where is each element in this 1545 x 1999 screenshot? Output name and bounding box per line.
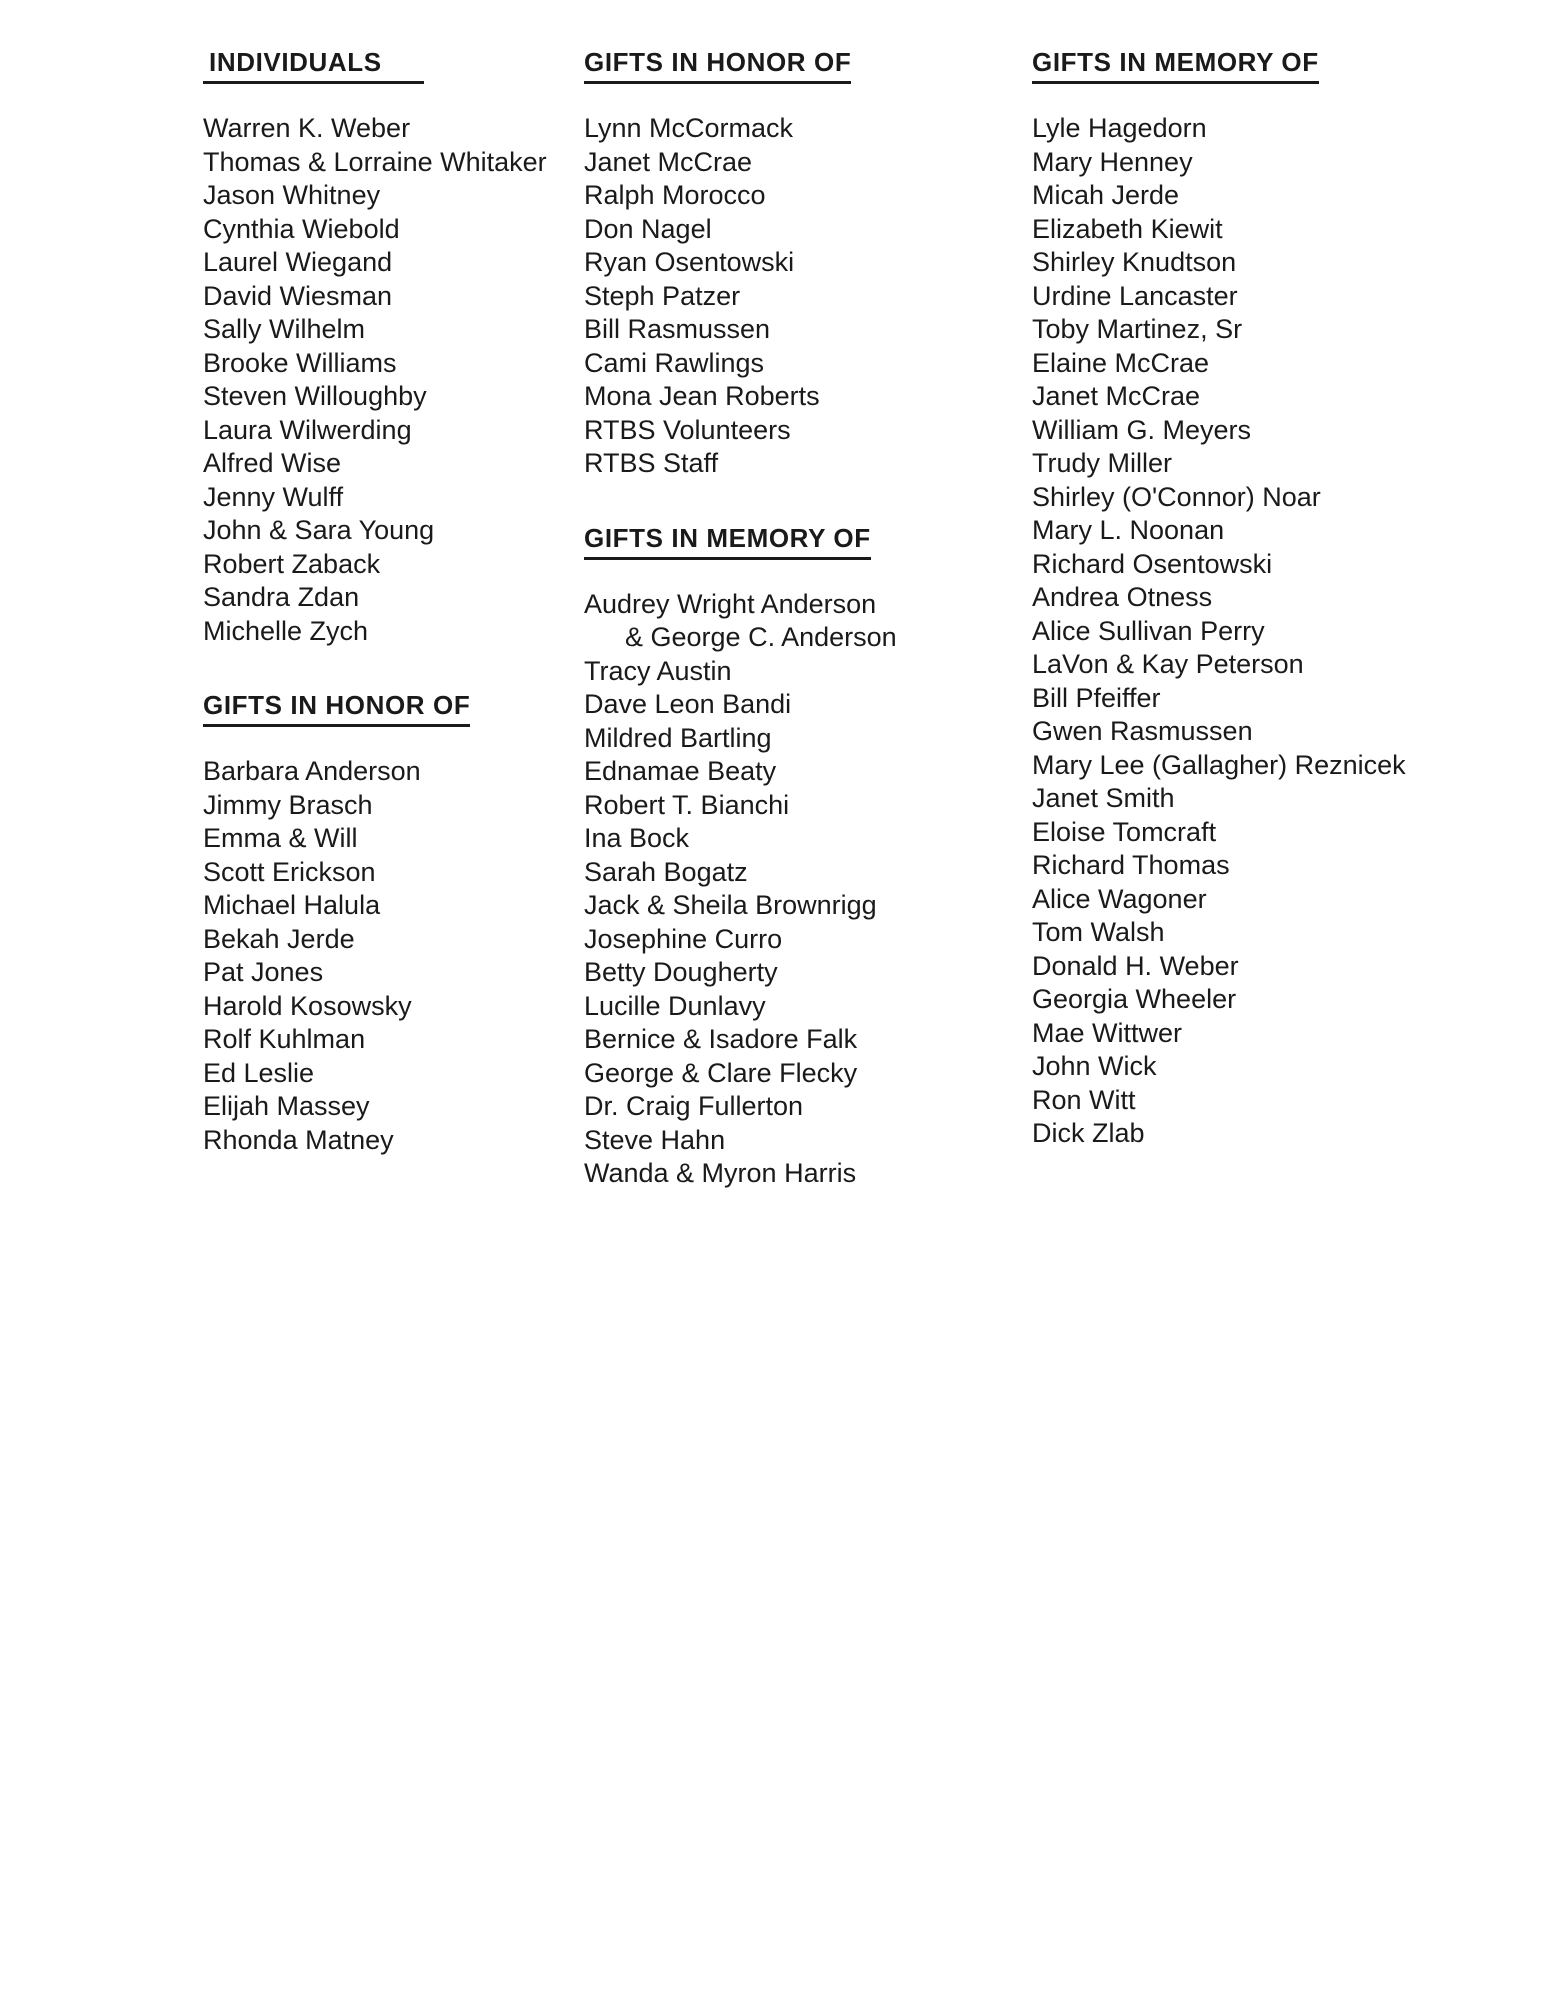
name-list xyxy=(203,755,583,1157)
column-right xyxy=(1032,46,1532,1151)
list-item: Janet McCrae xyxy=(1032,381,1201,411)
list-item: Harold Kosowsky xyxy=(203,990,412,1021)
list-item: Eloise Tomcraft xyxy=(1032,816,1217,847)
list-item: Mae Wittwer xyxy=(1032,1017,1183,1048)
list-item: Michelle Zych xyxy=(203,615,369,646)
list-item: Trudy Miller xyxy=(1032,448,1173,478)
section-gifts-in-honor-of-col1 xyxy=(203,689,583,1157)
list-item: Shirley Knudtson xyxy=(1032,247,1237,277)
list-item: RTBS Volunteers xyxy=(584,414,791,445)
list-item: Warren K. Weber xyxy=(203,113,411,143)
list-item-continuation: & George C. Anderson xyxy=(625,622,897,652)
list-item: Barbara Anderson xyxy=(203,756,421,786)
list-item: Bill Pfeiffer xyxy=(1032,682,1161,713)
list-item: David Wiesman xyxy=(203,280,393,311)
list-item: Lyle Hagedorn xyxy=(1032,113,1207,143)
list-item: Mary Henney xyxy=(1032,146,1193,177)
list-item: RTBS Staff xyxy=(584,448,719,478)
list-item: Gwen Rasmussen xyxy=(1032,716,1253,746)
list-item: Sandra Zdan xyxy=(203,582,360,612)
name-list xyxy=(584,112,1029,481)
list-item: Mona Jean Roberts xyxy=(584,381,820,411)
list-item: Dick Zlab xyxy=(1032,1118,1145,1148)
list-item: Jenny Wulff xyxy=(203,481,344,512)
list-item: Ryan Osentowski xyxy=(584,247,795,277)
list-item: William G. Meyers xyxy=(1032,414,1252,445)
list-item: Alfred Wise xyxy=(203,448,342,478)
list-item: Shirley (O'Connor) Noar xyxy=(1032,481,1321,512)
list-item: Pat Jones xyxy=(203,957,324,987)
list-item: Tracy Austin xyxy=(584,655,732,686)
list-item: LaVon & Kay Peterson xyxy=(1032,649,1304,679)
list-item: Ron Witt xyxy=(1032,1084,1136,1115)
list-item: Mary Lee (Gallagher) Reznicek xyxy=(1032,749,1406,780)
list-item: Elaine McCrae xyxy=(1032,347,1210,378)
list-item: Elijah Massey xyxy=(203,1091,370,1121)
section-header: GIFTS IN HONOR OF xyxy=(203,689,470,727)
list-item: Michael Halula xyxy=(203,890,381,920)
section-individuals xyxy=(203,46,583,648)
list-item: Betty Dougherty xyxy=(584,957,778,987)
list-item: Emma & Will xyxy=(203,823,358,853)
list-item: Wanda & Myron Harris xyxy=(584,1158,857,1188)
list-item: Rhonda Matney xyxy=(203,1124,394,1155)
list-item: Elizabeth Kiewit xyxy=(1032,213,1223,244)
list-item: Janet McCrae xyxy=(584,146,753,177)
list-item: Brooke Williams xyxy=(203,347,397,378)
list-item: Urdine Lancaster xyxy=(1032,280,1238,311)
list-item: Lynn McCormack xyxy=(584,113,794,143)
list-item: Laurel Wiegand xyxy=(203,247,393,277)
section-gifts-in-memory-of-col2 xyxy=(584,522,1029,1191)
list-item: Jack & Sheila Brownrigg xyxy=(584,890,877,920)
column-left xyxy=(203,46,583,1157)
list-item: Toby Martinez, Sr xyxy=(1032,314,1243,344)
list-item: George & Clare Flecky xyxy=(584,1057,858,1088)
list-item: Cynthia Wiebold xyxy=(203,213,400,244)
list-item: John Wick xyxy=(1032,1051,1157,1081)
list-item: Dr. Craig Fullerton xyxy=(584,1091,804,1121)
list-item: Jimmy Brasch xyxy=(203,789,373,820)
list-item: Alice Wagoner xyxy=(1032,883,1207,914)
list-item: Steph Patzer xyxy=(584,280,741,311)
list-item: Mildred Bartling xyxy=(584,722,772,753)
list-item: Robert T. Bianchi xyxy=(584,789,790,820)
list-item: Sally Wilhelm xyxy=(203,314,366,344)
list-item: Josephine Curro xyxy=(584,923,783,954)
list-item: Janet Smith xyxy=(1032,783,1175,813)
name-list xyxy=(584,588,1029,1191)
list-item: John & Sara Young xyxy=(203,515,435,545)
list-item: Bernice & Isadore Falk xyxy=(584,1024,858,1054)
list-item: Lucille Dunlavy xyxy=(584,990,766,1021)
list-item: Scott Erickson xyxy=(203,856,376,887)
list-item: Thomas & Lorraine Whitaker xyxy=(203,146,547,177)
list-item: Ed Leslie xyxy=(203,1057,315,1088)
list-item: Ednamae Beaty xyxy=(584,756,777,786)
list-item: Tom Walsh xyxy=(1032,917,1165,947)
list-item: Alice Sullivan Perry xyxy=(1032,615,1265,646)
section-header: GIFTS IN MEMORY OF xyxy=(1032,46,1319,84)
section-header: INDIVIDUALS xyxy=(203,46,424,84)
list-item: Audrey Wright Anderson xyxy=(584,588,877,619)
list-item: Robert Zaback xyxy=(203,548,381,579)
list-item: Mary L. Noonan xyxy=(1032,515,1225,545)
list-item: Richard Thomas xyxy=(1032,850,1230,880)
name-list xyxy=(1032,112,1532,1151)
section-header: GIFTS IN HONOR OF xyxy=(584,46,851,84)
list-item: Sarah Bogatz xyxy=(584,856,748,887)
list-item: Richard Osentowski xyxy=(1032,548,1273,579)
list-item: Dave Leon Bandi xyxy=(584,689,792,719)
section-gifts-in-memory-of-col3 xyxy=(1032,46,1532,1151)
list-item: Georgia Wheeler xyxy=(1032,984,1237,1014)
list-item: Don Nagel xyxy=(584,213,712,244)
list-item: Micah Jerde xyxy=(1032,180,1180,210)
list-item: Bill Rasmussen xyxy=(584,314,771,344)
list-item: Steve Hahn xyxy=(584,1124,726,1155)
column-middle xyxy=(584,46,1029,1191)
name-list xyxy=(203,112,583,648)
list-item: Rolf Kuhlman xyxy=(203,1024,366,1054)
section-header: GIFTS IN MEMORY OF xyxy=(584,522,871,560)
list-item: Ina Bock xyxy=(584,823,690,853)
list-item: Ralph Morocco xyxy=(584,180,766,210)
list-item: Bekah Jerde xyxy=(203,923,355,954)
list-item: Cami Rawlings xyxy=(584,347,765,378)
list-item: Donald H. Weber xyxy=(1032,950,1239,981)
section-gifts-in-honor-of-col2 xyxy=(584,46,1029,481)
list-item: Andrea Otness xyxy=(1032,582,1213,612)
list-item: Jason Whitney xyxy=(203,180,381,210)
list-item: Steven Willoughby xyxy=(203,381,427,411)
list-item: Laura Wilwerding xyxy=(203,414,412,445)
